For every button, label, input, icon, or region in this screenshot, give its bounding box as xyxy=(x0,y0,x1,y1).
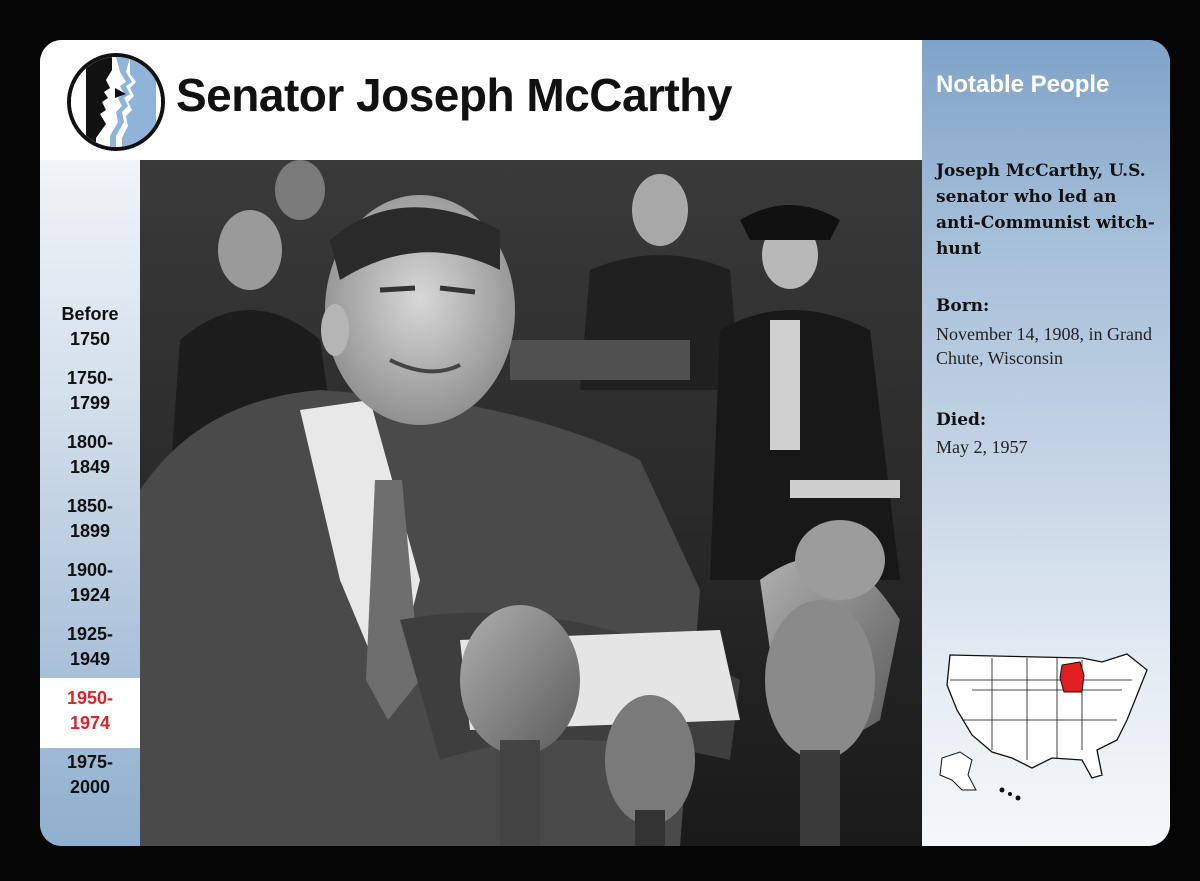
born-value: November 14, 1908, in Grand Chute, Wisconsin xyxy=(936,324,1152,368)
hearing-photo xyxy=(140,160,922,846)
card-title: Senator Joseph McCarthy xyxy=(176,69,732,121)
category-label: Notable People xyxy=(936,71,1110,98)
info-panel xyxy=(922,40,1170,846)
era-item: 1800- 1849 xyxy=(66,432,114,477)
trading-card xyxy=(40,40,1170,846)
era-item: 1900- 1924 xyxy=(66,560,114,605)
era-item-active: 1950- 1974 xyxy=(66,688,114,733)
us-map-wisconsin-highlighted-icon xyxy=(932,640,1162,820)
era-item: 1925- 1949 xyxy=(66,624,114,669)
timeline xyxy=(40,302,140,814)
profile-faces-logo-icon xyxy=(66,52,166,152)
era-item: Before 1750 xyxy=(61,304,119,349)
died-value: May 2, 1957 xyxy=(936,437,1028,457)
card-header xyxy=(40,40,922,160)
era-item: 1975- 2000 xyxy=(66,752,114,797)
era-item: 1750- 1799 xyxy=(66,368,114,413)
photo-illustration xyxy=(140,160,922,846)
summary-text: Joseph McCarthy, U.S. senator who led an anti-Communist witch-hunt xyxy=(936,161,1155,259)
era-item: 1850- 1899 xyxy=(66,496,114,541)
died-label: Died: xyxy=(936,410,987,430)
born-label: Born: xyxy=(936,296,990,316)
